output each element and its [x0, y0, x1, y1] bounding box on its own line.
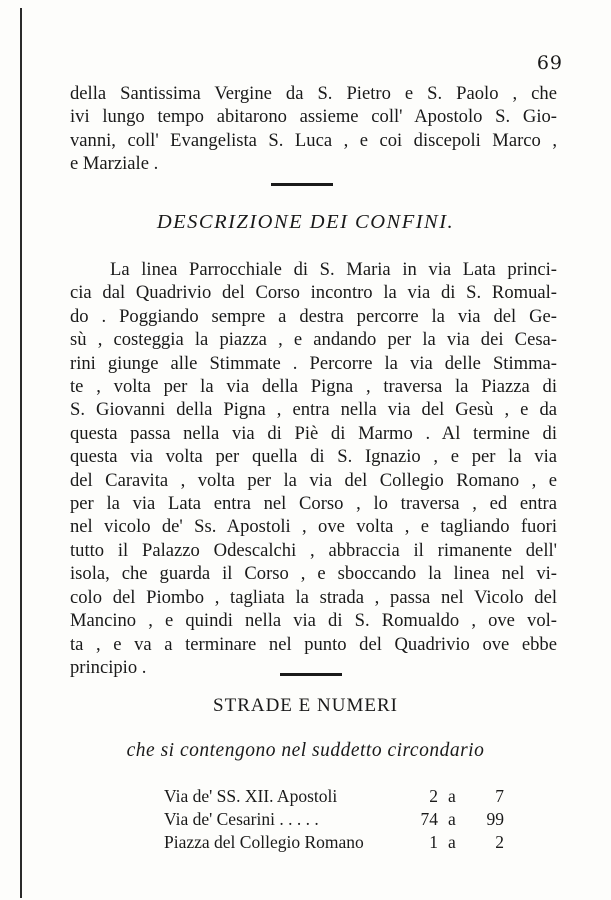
street-row	[164, 809, 544, 832]
street-name: Via de' SS. XII. Apostoli	[164, 786, 338, 806]
intro-line: ivi lungo tempo abitarono assieme coll' Apostolo S. Gio-	[70, 106, 557, 128]
street-number-separator: a	[448, 809, 456, 829]
intro-line: vanni, coll' Evangelista S. Luca , e coi discepoli Marco ,	[70, 129, 557, 151]
section-title: DESCRIZIONE DEI CONFINI.	[156, 211, 455, 233]
description-line: Mancino , e quindi nella via di S. Romualdo , ove vol-	[70, 610, 557, 632]
description-line: del Caravita , volta per la via del Collegio Romano , e	[70, 469, 557, 491]
streets-table	[164, 786, 544, 855]
streets-subtitle: che si contengono nel suddetto circondario	[126, 740, 485, 761]
description-line: rini giunge alle Stimmate . Percorre la via delle Stimma-	[70, 352, 557, 374]
description-line: nel vicolo de' Ss. Apostoli , ove volta , e tagliando fuori	[70, 516, 557, 538]
intro-paragraph	[70, 82, 557, 176]
intro-line: della Santissima Vergine da S. Pietro e S. Paolo , che	[70, 83, 557, 104]
description-line: te , volta per la via della Pigna , traversa la Piazza di	[70, 376, 557, 398]
description-line: isola, che guarda il Corso , e sboccando la linea nel vi-	[70, 563, 557, 585]
streets-title: STRADE E NUMERI	[213, 695, 398, 716]
binding-edge	[20, 8, 22, 898]
description-line: La linea Parrocchiale di S. Maria in via Lata princi-	[110, 259, 557, 280]
street-number-from: 74	[420, 809, 438, 829]
description-line: do . Poggiando sempre a destra percorre la via del Ge-	[70, 305, 557, 327]
street-number-separator: a	[448, 786, 456, 806]
description-line: ta , e va a terminare nel punto del Quadrivio ove ebbe	[70, 633, 557, 655]
street-number-from: 1	[429, 832, 438, 852]
street-name: Piazza del Collegio Romano	[164, 832, 364, 852]
description-line: questa via volta per quella di S. Ignazio , e per la via	[70, 446, 557, 468]
street-number-to: 7	[495, 786, 504, 806]
intro-line: e Marziale .	[70, 153, 159, 175]
description-line: colo del Piombo , tagliata la strada , passa nel Vicolo del	[70, 586, 557, 608]
section-divider	[271, 183, 333, 186]
description-line: principio .	[70, 656, 147, 678]
description-line: questa passa nella via di Piè di Marmo . Al termine di	[70, 422, 557, 444]
street-row	[164, 786, 544, 809]
description-line: sù , costeggia la piazza , e andando per la via dei Cesa-	[70, 329, 557, 351]
street-number-to: 2	[495, 832, 504, 852]
description-line: cia dal Quadrivio del Corso incontro la via di S. Romual-	[70, 282, 557, 304]
street-number-separator: a	[448, 832, 456, 852]
section-divider	[280, 673, 342, 676]
street-row	[164, 832, 544, 855]
description-line: per la via Lata entra nel Corso , lo traversa , ed entra	[70, 493, 557, 515]
description-line: tutto il Palazzo Odescalchi , abbraccia il rimanente dell'	[70, 539, 557, 561]
street-number-from: 2	[429, 786, 438, 806]
description-line: S. Giovanni della Pigna , entra nella via del Gesù , e da	[70, 399, 557, 421]
street-number-to: 99	[486, 809, 504, 829]
street-name: Via de' Cesarini . . . . .	[164, 809, 319, 829]
page-number: 69	[536, 52, 563, 74]
description-paragraph	[70, 258, 557, 679]
